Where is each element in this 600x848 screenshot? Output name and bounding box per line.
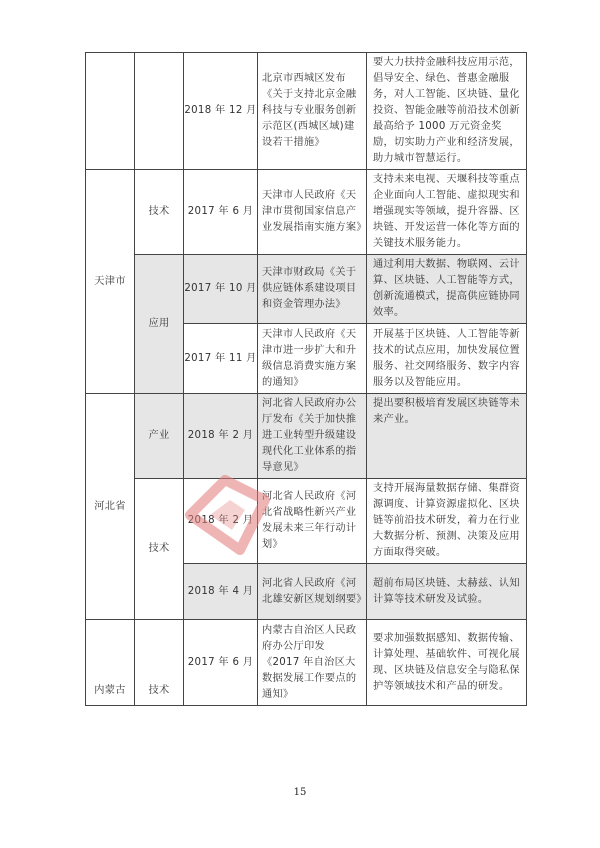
document-cell: 内蒙古自治区人民政府办公厅印发《2017 年自治区大数据发展工作要点的通知》 (258, 620, 367, 706)
date-cell: 2018 年 4 月 (184, 564, 258, 620)
document-cell: 河北省人民政府《河北雄安新区规划纲要》 (258, 564, 367, 620)
description-cell: 通过利用大数据、物联网、云计算、区块链、人工智能等方式，创新流通模式，提高供应链协同效率。 (367, 255, 527, 324)
date-cell: 2017 年 11 月 (184, 324, 258, 394)
document-cell: 河北省人民政府办公厅发布《关于加快推进工业转型升级建设现代化工业体系的指导意见》 (258, 394, 367, 479)
date-cell: 2018 年 12 月 (184, 53, 258, 170)
document-cell: 天津市人民政府《天津市贯彻国家信息产业发展指南实施方案》 (258, 170, 367, 255)
table-row (86, 255, 527, 324)
description-cell: 支持开展海量数据存储、集群资源调度、计算资源虚拟化、区块链等前沿技术研发，着力在行业大数据分析、预测、决策及应用方面取得突破。 (367, 479, 527, 564)
region-cell: 天津市 (86, 170, 135, 394)
region-cell: 内蒙古 (86, 620, 135, 706)
date-cell: 2018 年 2 月 (184, 394, 258, 479)
document-cell: 河北省人民政府《河北省战略性新兴产业发展未来三年行动计划》 (258, 479, 367, 564)
description-cell: 超前布局区块链、太赫兹、认知计算等技术研发及试验。 (367, 564, 527, 620)
description-cell: 提出要积极培育发展区块链等未来产业。 (367, 394, 527, 479)
region-cell: 河北省 (86, 394, 135, 620)
category-cell: 应用 (135, 255, 184, 394)
category-cell: 技术 (135, 620, 184, 706)
date-cell: 2017 年 6 月 (184, 170, 258, 255)
table-row (86, 53, 527, 170)
document-cell: 北京市西城区发布《关于支持北京金融科技与专业服务创新示范区(西城区域)建设若干措施》 (258, 53, 367, 170)
description-cell: 支持未来电视、天堰科技等重点企业面向人工智能、虚拟现实和增强现实等领域，提升容器、区块链、开发运营一体化等方面的关键技术服务能力。 (367, 170, 527, 255)
description-cell: 开展基于区块链、人工智能等新技术的试点应用，加快发展位置服务、社交网络服务、数字内容服务以及智能应用。 (367, 324, 527, 394)
policy-table (85, 52, 527, 706)
category-cell: 产业 (135, 394, 184, 479)
category-cell: 技术 (135, 170, 184, 255)
page-number: 15 (293, 787, 307, 798)
category-cell: 技术 (135, 479, 184, 620)
date-cell: 2017 年 10 月 (184, 255, 258, 324)
table-row (86, 394, 527, 479)
description-cell: 要大力扶持金融科技应用示范，倡导安全、绿色、普惠金融服务，对人工智能、区块链、量化投资、智能金融等前沿技术创新最高给予 1000 万元资金奖励，切实助力产业和经济发展，助力城市智慧运行。 (367, 53, 527, 170)
document-cell: 天津市财政局《关于供应链体系建设项目和资金管理办法》 (258, 255, 367, 324)
description-cell: 要求加强数据感知、数据传输、计算处理、基础软件、可视化展现、区块链及信息安全与隐私保护等领域技术和产品的研发。 (367, 620, 527, 706)
date-cell: 2017 年 6 月 (184, 620, 258, 706)
table-row (86, 620, 527, 706)
date-cell: 2018 年 2 月 (184, 479, 258, 564)
document-cell: 天津市人民政府《天津市进一步扩大和升级信息消费实施方案的通知》 (258, 324, 367, 394)
table-row (86, 170, 527, 255)
category-cell-continued (135, 53, 184, 170)
table-row (86, 479, 527, 564)
region-cell-continued (86, 53, 135, 170)
